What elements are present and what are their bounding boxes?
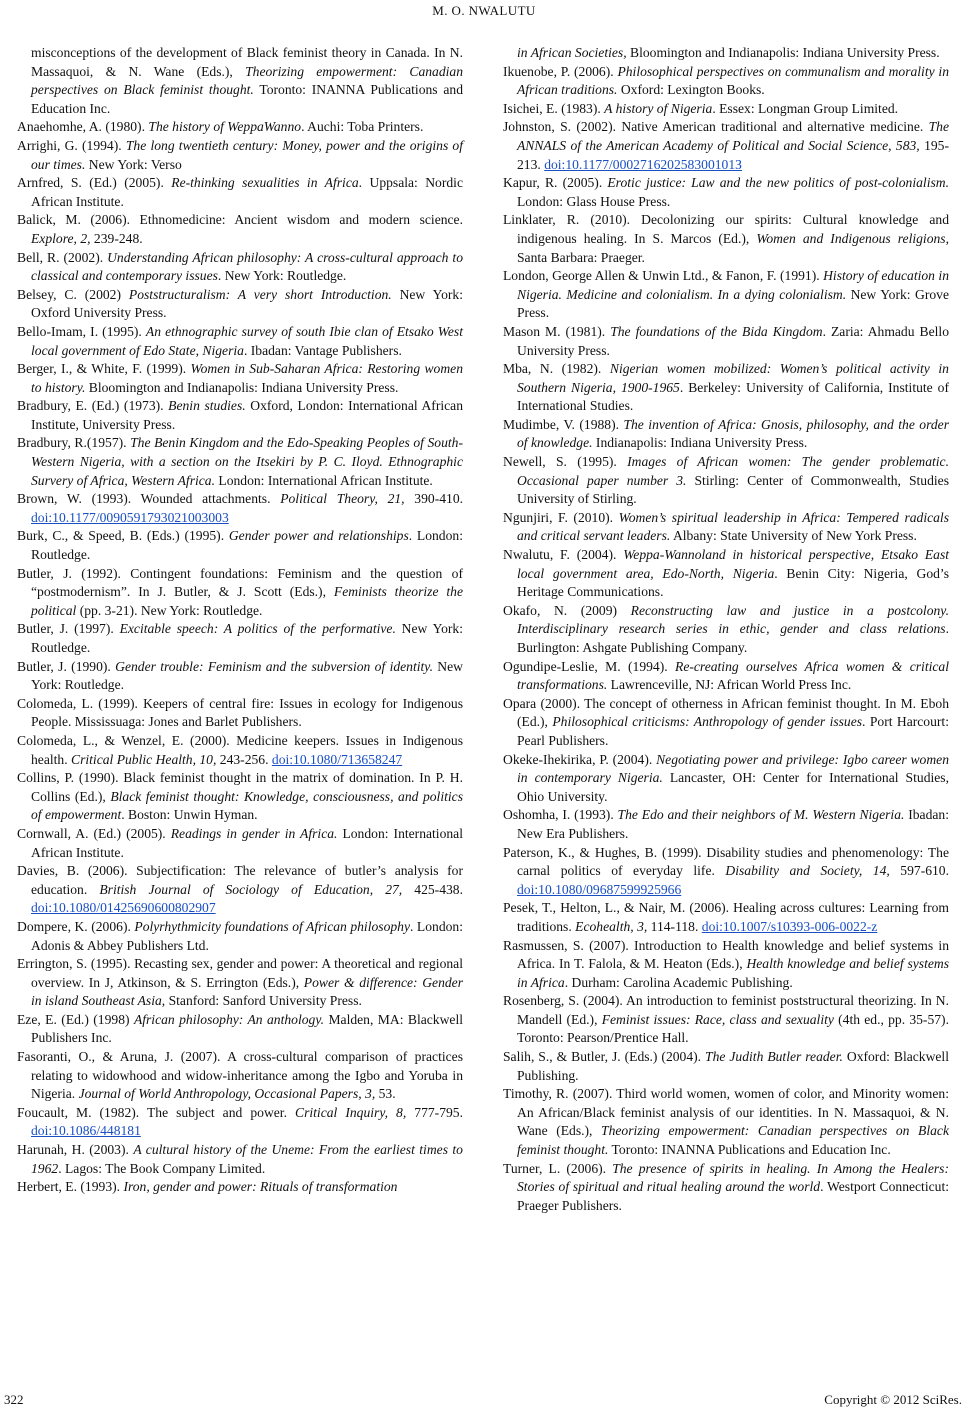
reference-text: Mba, N. (1982).	[503, 361, 610, 377]
reference-entry	[17, 1048, 463, 1104]
reference-entry	[503, 844, 949, 900]
reference-text: ,	[195, 342, 203, 358]
reference-text: Toronto: INANNA Publications and Education Inc.	[608, 1142, 891, 1158]
reference-text: 597-610.	[889, 863, 950, 879]
reference-text: . Zaria: Ahmadu Bello University Press.	[517, 323, 949, 358]
reference-text: Foucault, M. (1982). The subject and power.	[17, 1104, 296, 1120]
reference-italic-text: The invention of Africa: Gnosis, philosophy, and the order of knowledge.	[517, 416, 949, 451]
reference-text: Belsey, C. (2002)	[17, 286, 129, 302]
reference-entry	[17, 490, 463, 527]
reference-text: New York: Routledge.	[31, 658, 463, 693]
reference-text: (4th ed., pp. 35-57). Toronto: Pearson/Prentice Hall.	[517, 1011, 949, 1046]
reference-entry	[17, 1011, 463, 1048]
reference-text: . Benin City: Nigeria, God’s Heritage Communications.	[517, 565, 949, 600]
reference-entry	[17, 862, 463, 918]
reference-text: Linklater, R. (2010). Decolonizing our spirits: Cultural knowledge and indigenous healing. In S. Marcos (Ed.),	[503, 212, 949, 246]
reference-entry	[503, 453, 949, 509]
reference-text: 777-795.	[406, 1104, 463, 1120]
reference-italic-text: Gender trouble: Feminism and the subversion of identity.	[115, 658, 433, 674]
reference-text: Turner, L. (2006).	[503, 1160, 613, 1176]
reference-text: Mason M. (1981).	[503, 323, 611, 339]
reference-italic-text: Negotiating power and privilege: Igbo career women in contemporary Nigeria.	[517, 751, 949, 786]
reference-italic-text: Erotic justice: Law and the new politics of post-colonialism.	[607, 175, 949, 191]
reference-text: Bradbury, E. (Ed.) (1973).	[17, 398, 169, 414]
reference-text: New York: Grove Press.	[517, 286, 949, 321]
reference-italic-text: in African Societies,	[517, 45, 627, 60]
reference-entry	[17, 286, 463, 323]
reference-entry	[503, 416, 949, 453]
reference-italic-text: The foundations of the Bida Kingdom	[610, 323, 823, 339]
references-right-column	[503, 44, 949, 1215]
reference-italic-text: Power & difference: Gender in island Southeast Asia	[31, 974, 463, 1009]
reference-text: Oxford: Blackwell Publishing.	[517, 1049, 949, 1083]
reference-text: Newell, S. (1995).	[503, 454, 628, 470]
reference-italic-text: African philosophy: An anthology.	[133, 1011, 325, 1027]
reference-text: Cornwall, A. (Ed.) (2005).	[17, 825, 171, 841]
reference-text: Brown, W. (1993). Wounded attachments.	[17, 491, 281, 507]
reference-text: Kapur, R. (2005).	[503, 175, 608, 191]
reference-entry	[503, 751, 949, 807]
reference-italic-text: Readings in gender in Africa.	[170, 825, 338, 841]
reference-italic-text: Understanding African philosophy: A cross-cultural approach to classical and contemporary issues	[31, 249, 463, 284]
reference-entry	[503, 546, 949, 602]
reference-italic-text: Theorizing empowerment: Canadian perspectives on Black feminist thought.	[517, 1123, 949, 1158]
reference-italic-text: Ecohealth, 3,	[575, 918, 648, 934]
reference-text: . New York: Routledge.	[217, 268, 347, 284]
reference-entry	[17, 137, 463, 174]
reference-entry	[17, 211, 463, 248]
reference-text: Timothy, R. (2007). Third world women, women of color, and Minority women: An African/Black feminist analysis of our identities. In N. Massaquoi, & N. Wane (Eds.),	[503, 1086, 949, 1139]
doi-link[interactable]: doi:10.1080/01425690600802907	[31, 900, 216, 916]
reference-text: Opara (2000). The concept of otherness in African feminist thought. In M. Eboh (Ed.),	[503, 695, 949, 730]
reference-entry	[17, 249, 463, 286]
reference-text: . Burlington: Ashgate Publishing Company.	[517, 621, 949, 655]
reference-text: Salih, S., & Butler, J. (Eds.) (2004).	[503, 1049, 706, 1065]
reference-text: 243-256.	[216, 751, 272, 767]
reference-text: 195-213.	[517, 137, 949, 172]
reference-italic-text: Feminists theorize the political	[31, 584, 463, 618]
reference-entry	[503, 1085, 949, 1159]
reference-text: . Uppsala: Nordic African Institute.	[31, 175, 463, 209]
reference-text: 114-118.	[647, 918, 702, 934]
reference-entry	[503, 899, 949, 936]
reference-entry	[503, 992, 949, 1048]
reference-italic-text: Critical Public Health, 10,	[71, 751, 217, 767]
reference-text: Anaehomhe, A. (1980).	[17, 119, 149, 135]
reference-entry	[503, 602, 949, 658]
reference-entry	[17, 397, 463, 434]
reference-text: London: International African Institute.	[215, 472, 433, 488]
reference-italic-text: Black feminist thought: Knowledge, consciousness, and politics of empowerment	[31, 788, 463, 823]
reference-text: Oshomha, I. (1993).	[503, 807, 618, 823]
reference-text: New York: Oxford University Press.	[31, 286, 463, 321]
reference-text: Johnston, S. (2002). Native American traditional and alternative medicine.	[503, 119, 929, 135]
reference-text: Bell, R. (2002).	[17, 249, 108, 265]
reference-text: . Essex: Longman Group Limited.	[712, 100, 899, 116]
reference-entry	[17, 825, 463, 862]
reference-entry	[17, 527, 463, 564]
reference-text: Bradbury, R.(1957).	[17, 435, 131, 451]
reference-entry	[503, 100, 949, 119]
doi-link[interactable]: doi:10.1177/0090591793021003003	[31, 509, 229, 525]
reference-entry	[17, 918, 463, 955]
reference-italic-text: Philosophical criticisms: Anthropology of gender issues	[552, 714, 863, 730]
reference-text: Butler, J. (1990).	[17, 658, 116, 674]
reference-entry	[503, 267, 949, 323]
reference-text: Butler, J. (1997).	[17, 621, 120, 637]
reference-text: Pesek, T., Helton, L., & Nair, M. (2006). Healing across cultures: Learning from traditions.	[503, 900, 949, 934]
reference-text: Harunah, H. (2003).	[17, 1142, 134, 1158]
reference-text: . Durham: Carolina Academic Publishing.	[564, 974, 793, 990]
doi-link[interactable]: doi:10.1080/09687599925966	[517, 881, 682, 897]
reference-italic-text: Philosophical perspectives on communalism and morality in African traditions.	[517, 63, 950, 98]
reference-entry	[17, 769, 463, 825]
reference-text: New York: Verso	[85, 156, 182, 172]
reference-italic-text: Explore, 2,	[31, 230, 91, 246]
reference-entry	[17, 118, 463, 137]
references-left-column	[17, 44, 463, 1197]
reference-text: Arnfred, S. (Ed.) (2005).	[17, 175, 172, 191]
reference-text: Paterson, K., & Hughes, B. (1999). Disability studies and phenomenology: The carnal politics of everyday life.	[503, 844, 949, 879]
reference-italic-text: Journal of World Anthropology, Occasional Papers, 3,	[78, 1086, 376, 1102]
reference-italic-text: A history of Nigeria	[604, 100, 713, 116]
reference-italic-text: The history of WeppaWanno	[148, 119, 302, 135]
doi-link[interactable]: doi:10.1177/000271620258300101З	[544, 156, 742, 172]
reference-italic-text: Nigerian women mobilized: Women’s political activity in Southern Nigeria, 1900-1965	[517, 361, 949, 395]
reference-text: Colomeda, L. (1999). Keepers of central fire: Issues in ecology for Indigenous People. Mississuaga: Jones and Barlet Publishers.	[17, 695, 463, 730]
reference-text: New York: Routledge.	[31, 621, 463, 655]
reference-italic-text: British Journal of Sociology of Education, 27,	[99, 881, 403, 897]
reference-entry	[503, 323, 949, 360]
reference-text: Burk, C., & Speed, B. (Eds.) (1995).	[17, 528, 229, 544]
reference-entry	[503, 174, 949, 211]
reference-text: Errington, S. (1995). Recasting sex, gender and power: A theoretical and regional overview. In J, Atkinson, & S. Errington (Eds.),	[17, 956, 463, 990]
reference-text: Mudimbe, V. (1988).	[503, 416, 624, 432]
reference-entry	[503, 658, 949, 695]
reference-text: Nwalutu, F. (2004).	[503, 547, 624, 563]
reference-italic-text: Political Theory, 21,	[280, 491, 405, 507]
reference-entry	[17, 658, 463, 695]
reference-text: Ogundipe-Leslie, M. (1994).	[503, 658, 676, 674]
reference-entry	[503, 806, 949, 843]
running-head: M. O. NWALUTU	[432, 3, 536, 18]
reference-text: Ngunjiri, F. (2010).	[503, 509, 619, 525]
reference-italic-text: The Benin Kingdom and the Edo-Speaking Peoples of South-Western Nigeria, with a section on the Itsekiri by P. C. Iloyd. Ethnographic Survery of Africa, Western Africa.	[31, 435, 463, 488]
reference-entry	[17, 732, 463, 769]
reference-text: Eze, E. (Ed.) (1998)	[17, 1011, 134, 1027]
doi-link[interactable]: doi:10.1086/448181	[31, 1123, 141, 1139]
reference-text: Davies, B. (2006). Subjectification: The relevance of butler’s analysis for education.	[17, 863, 463, 897]
reference-entry	[17, 1141, 463, 1178]
reference-text: Butler, J. (1992). Contingent foundations: Feminism and the question of “postmodernism”. In J. Butler, & J. Scott (Eds.),	[17, 565, 463, 600]
reference-text: . Ibadan: Vantage Publishers.	[243, 342, 402, 358]
reference-entry	[503, 360, 949, 416]
reference-text: . Auchi: Toba Printers.	[301, 119, 424, 135]
reference-italic-text: The long twentieth century: Money, power and the origins of our times.	[31, 137, 463, 172]
reference-entry	[503, 1048, 949, 1085]
reference-text: Herbert, E. (1993).	[17, 1179, 124, 1195]
reference-text: Rosenberg, S. (2004). An introduction to feminist poststructural theorizing. In N. Mandell (Ed.),	[503, 993, 949, 1027]
reference-entry	[17, 695, 463, 732]
reference-italic-text: Polyrhythmicity foundations of African philosophy	[134, 918, 410, 934]
reference-text: Okafo, N. (2009)	[503, 602, 631, 618]
reference-text: Fasoranti, O., & Aruna, J. (2007). A cross-cultural comparison of practices relating to widowhood and widow-inheritance among the Igbo and Yoruba in Nigeria.	[17, 1049, 463, 1102]
reference-entry	[17, 44, 463, 118]
reference-text: Lawrenceville, NJ: African World Press Inc.	[607, 677, 852, 693]
reference-italic-text: Weppa-Wannoland in historical perspective, Etsako East local government area, Edo-North, Nigeria	[517, 547, 950, 581]
reference-italic-text: Women and Indigenous religions	[756, 230, 946, 246]
reference-text: Dompere, K. (2006).	[17, 918, 135, 934]
reference-entry	[503, 695, 949, 751]
reference-italic-text: Critical Inquiry, 8,	[295, 1104, 407, 1120]
reference-text: Collins, P. (1990). Black feminist thought in the matrix of domination. In P. H. Collins (Ed.),	[17, 770, 463, 804]
reference-italic-text: Reconstructing law and justice in a postcolony. Interdisciplinary research series in ethic, gender and class relations	[517, 602, 949, 637]
reference-italic-text: The presence of spirits in healing. In Among the Healers: Stories of spiritual and ritual healing around the world	[517, 1160, 949, 1195]
reference-italic-text: Health knowledge and belief systems in Africa	[517, 956, 949, 990]
reference-text: London: International African Institute.	[31, 825, 463, 860]
reference-text: 425-438.	[402, 881, 463, 897]
reference-text: Berger, I., & White, F. (1999).	[17, 361, 191, 377]
reference-italic-text: The ANNALS of the American Academy of Political and Social Science, 583,	[517, 119, 949, 153]
reference-entry	[503, 118, 949, 174]
reference-text: Ibadan: New Era Publishers.	[517, 807, 949, 841]
reference-text: misconceptions of the development of Black feminist theory in Canada. In N. Massaquoi, & N. Wane (Eds.),	[31, 45, 463, 79]
reference-italic-text: Nigeria	[202, 342, 244, 358]
doi-link[interactable]: doi:10.1080/713658247	[271, 751, 403, 767]
reference-text: Oxford: Lexington Books.	[617, 82, 765, 98]
reference-text: . Lagos: The Book Company Limited.	[58, 1160, 266, 1176]
reference-italic-text: Theorizing empowerment: Canadian perspectives on Black feminist thought.	[31, 63, 464, 98]
doi-link[interactable]: doi:10.1007/s10393-006-0022-z	[701, 918, 878, 934]
reference-text: Malden, MA: Blackwell Publishers Inc.	[31, 1011, 463, 1046]
reference-italic-text: Iron, gender and power: Rituals of transformation	[123, 1179, 398, 1195]
reference-text: London: Glass House Press.	[517, 193, 671, 209]
reference-text: 53.	[375, 1086, 396, 1102]
reference-entry	[503, 63, 949, 100]
reference-text: Isichei, E. (1983).	[503, 100, 605, 116]
reference-entry	[17, 620, 463, 657]
reference-text: Lancaster, OH: Center for International Studies, Ohio University.	[517, 770, 949, 804]
reference-italic-text: The Judith Butler reader.	[705, 1049, 843, 1065]
reference-entry	[17, 434, 463, 490]
reference-text: Ikuenobe, P. (2006).	[503, 63, 618, 79]
reference-italic-text: History of education in Nigeria. Medicine and colonialism. In a dying colonialism.	[517, 268, 949, 302]
reference-entry	[17, 174, 463, 211]
page-number: 322	[4, 1392, 24, 1407]
reference-text: (pp. 3-21). New York: Routledge.	[76, 602, 263, 618]
reference-italic-text: Feminist issues: Race, class and sexuality	[601, 1011, 834, 1027]
reference-entry	[17, 323, 463, 360]
reference-entry	[503, 44, 949, 63]
reference-text: . Westport Connecticut: Praeger Publishers.	[517, 1179, 949, 1213]
reference-entry	[503, 1160, 949, 1216]
reference-text: London, George Allen & Unwin Ltd., & Fanon, F. (1991).	[503, 268, 824, 284]
reference-text: 239-248.	[90, 230, 143, 246]
reference-entry	[17, 955, 463, 1011]
reference-italic-text: Images of African women: The gender problematic. Occasional paper number 3.	[517, 454, 949, 488]
reference-italic-text: A cultural history of the Uneme: From the earliest times to 1962	[31, 1142, 463, 1176]
reference-italic-text: Benin studies.	[168, 398, 246, 414]
reference-text: Oxford, London: International African Institute, University Press.	[31, 398, 463, 432]
reference-text: . Port Harcourt: Pearl Publishers.	[517, 714, 949, 748]
reference-text: Rasmussen, S. (2007). Introduction to Health knowledge and belief systems in Africa. In T. Falola, & M. Heaton (Eds.),	[503, 937, 949, 972]
reference-italic-text: Gender power and relationships	[228, 528, 409, 544]
reference-italic-text: Women in Sub-Saharan Africa: Restoring women to history.	[31, 361, 463, 395]
reference-text: , Santa Barbara: Praeger.	[517, 230, 949, 265]
reference-text: . London: Adonis & Abbey Publishers Ltd.	[31, 918, 463, 953]
copyright-notice: Copyright © 2012 SciRes.	[824, 1392, 962, 1407]
reference-italic-text: An ethnographic survey of south Ibie clan of Etsako West local government of Edo State	[31, 323, 463, 358]
reference-entry	[17, 565, 463, 621]
reference-italic-text: Disability and Society, 14,	[725, 863, 890, 879]
reference-italic-text: Women’s spiritual leadership in Africa: Tempered radicals and critical servant leaders.	[517, 509, 949, 544]
reference-text: Okeke-Ihekirika, P. (2004).	[503, 751, 657, 767]
reference-entry	[17, 1104, 463, 1141]
reference-italic-text: Re-thinking sexualities in Africa	[171, 175, 359, 191]
reference-italic-text: Re-creating ourselves Africa women & critical transformations.	[517, 658, 949, 693]
reference-text: Balick, M. (2006). Ethnomedicine: Ancient wisdom and modern science.	[17, 212, 463, 228]
reference-text: . Berkeley: University of California, Institute of International Studies.	[517, 379, 949, 414]
reference-italic-text: Excitable speech: A politics of the performative.	[119, 621, 396, 637]
reference-italic-text: The Edo and their neighbors of M. Western Nigeria.	[617, 807, 905, 823]
reference-text: Albany: State University of New York Press.	[670, 528, 917, 544]
reference-text: , Stanford: Sanford University Press.	[161, 993, 362, 1009]
reference-text: Stirling: Center of Commonwealth, Studies University of Stirling.	[517, 472, 949, 507]
reference-text: . London: Routledge.	[31, 528, 463, 563]
reference-text: Bello-Imam, I. (1995).	[17, 323, 146, 339]
reference-text: Bloomington and Indianapolis: Indiana University Press.	[85, 379, 399, 395]
reference-entry	[503, 509, 949, 546]
reference-entry	[503, 211, 949, 267]
reference-text: Bloomington and Indianapolis: Indiana University Press.	[626, 45, 940, 60]
reference-text: Indianapolis: Indiana University Press.	[592, 435, 808, 451]
reference-text: 390-410.	[404, 491, 464, 507]
reference-italic-text: Poststructuralism: A very short Introduction.	[128, 286, 392, 302]
reference-text: Colomeda, L., & Wenzel, E. (2000). Medicine keepers. Issues in Indigenous health.	[17, 732, 463, 767]
reference-text: Arrighi, G. (1994).	[17, 137, 126, 153]
reference-text: Toronto: INANNA Publications and Education Inc.	[31, 82, 463, 116]
reference-entry	[503, 937, 949, 993]
reference-entry	[17, 1178, 463, 1197]
reference-entry	[17, 360, 463, 397]
reference-text: . Boston: Unwin Hyman.	[121, 807, 258, 823]
